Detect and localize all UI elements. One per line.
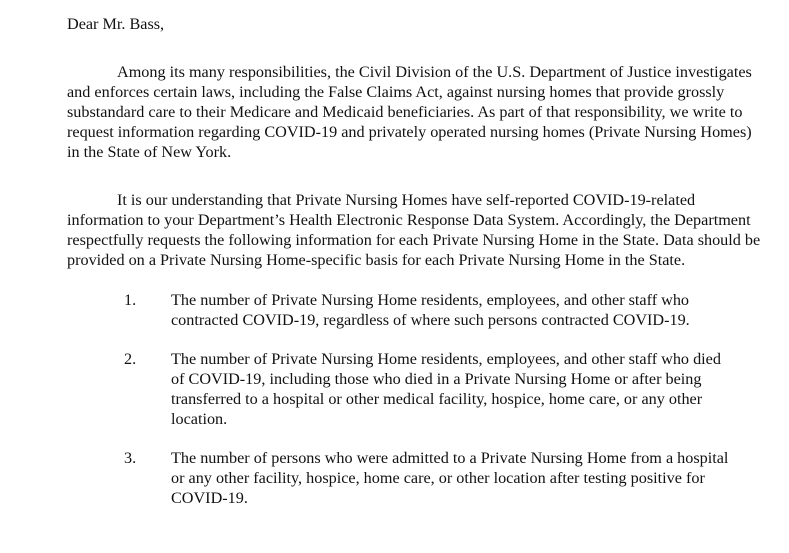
paragraph-responsibilities: Among its many responsibilities, the Civil Division of the U.S. Department of Justice investigates and enforces certain laws, including the False Claims Act, against nursing homes that provide grossly substandard care to their Medicare and Medicaid beneficiaries. As part of that responsibility, we write to request information regarding COVID-19 and privately operated nursing homes (Private Nursing Homes) in the State of New York. bbox=[67, 63, 752, 161]
list-item bbox=[67, 349, 767, 429]
list-item-number: 2. bbox=[124, 350, 137, 368]
list-item-text: The number of Private Nursing Home residents, employees, and other staff who died of COVID-19, including those who died in a Private Nursing Home or after being transferred to a hospital or other medical facility, hospice, home care, or any other location. bbox=[171, 350, 721, 428]
requested-information-list bbox=[67, 290, 767, 508]
letter-body bbox=[67, 14, 767, 527]
list-item-text: The number of Private Nursing Home residents, employees, and other staff who contracted COVID-19, regardless of where such persons contracted COVID-19. bbox=[171, 291, 690, 329]
list-item bbox=[67, 448, 767, 508]
list-item-number: 1. bbox=[124, 291, 137, 309]
list-item bbox=[67, 290, 767, 330]
list-item-text: The number of persons who were admitted to a Private Nursing Home from a hospital or any other facility, hospice, home care, or other location after testing positive for COVID-19. bbox=[171, 449, 729, 507]
paragraph-request: It is our understanding that Private Nursing Homes have self-reported COVID-19-related information to your Department’s Health Electronic Response Data System. Accordingly, the Department respectfully requests the following information for each Private Nursing Home in the State. Data should be provided on a Private Nursing Home-specific basis for each Private Nursing Home in the State. bbox=[67, 191, 761, 269]
list-item-number: 3. bbox=[124, 449, 137, 467]
salutation: Dear Mr. Bass, bbox=[67, 15, 165, 33]
